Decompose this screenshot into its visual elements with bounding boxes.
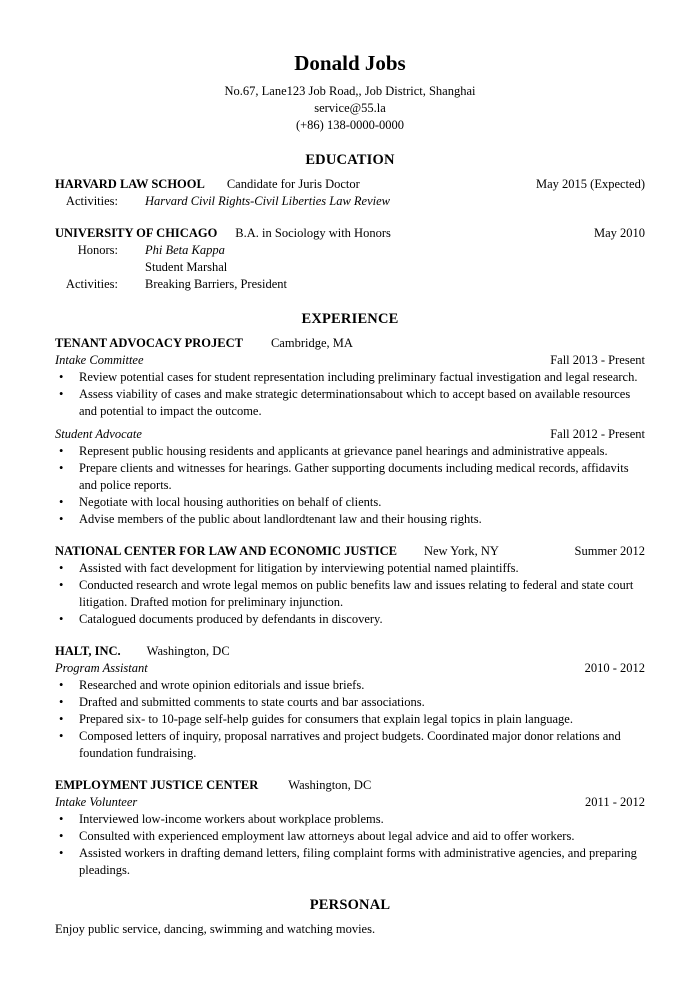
activities-value: Breaking Barriers, President [145, 277, 287, 291]
school-degree: Candidate for Juris Doctor [226, 177, 360, 191]
role-date: Fall 2013 - Present [550, 353, 645, 367]
education-heading: EDUCATION [305, 152, 395, 168]
bullet-list [55, 443, 645, 528]
job-date: 2011 - 2012 [585, 795, 645, 809]
contact-address: No.67, Lane123 Job Road,, Job District, Shanghai [224, 84, 476, 98]
role-title: Intake Volunteer [55, 795, 138, 809]
job-location: New York, NY [423, 544, 499, 558]
honors-label: Honors: [77, 243, 118, 257]
activities-label: Activities: [65, 277, 118, 291]
education-entry-chicago [55, 225, 645, 293]
job-location: Cambridge, MA [270, 336, 353, 350]
list-item: • Assisted with fact development for litigation by interviewing potential named plaintiffs. [55, 560, 645, 577]
job-entry-nclej [55, 543, 645, 628]
bullet-list [55, 560, 645, 628]
bullet-list [55, 369, 645, 420]
list-item: • Prepare clients and witnesses for hearings. Gather supporting documents including medical records, affidavits and police reports. [55, 460, 645, 494]
list-item: • Consulted with experienced employment law attorneys about legal advice and aid to offer workers. [55, 828, 645, 845]
list-item: • Drafted and submitted comments to state courts and bar associations. [55, 694, 645, 711]
job-entry-employment-justice [55, 777, 645, 879]
job-location: Washington, DC [288, 778, 372, 792]
job-org: NATIONAL CENTER FOR LAW AND ECONOMIC JUSTICE [55, 544, 397, 558]
school-name: HARVARD LAW SCHOOL [55, 177, 205, 191]
school-name: UNIVERSITY OF CHICAGO [55, 226, 218, 240]
bullet-list [55, 811, 645, 879]
job-date: Summer 2012 [574, 544, 645, 558]
honors-value: Student Marshal [145, 260, 228, 274]
personal-text: Enjoy public service, dancing, swimming and watching movies. [55, 922, 376, 936]
school-degree: B.A. in Sociology with Honors [235, 226, 391, 240]
school-date: May 2015 (Expected) [536, 177, 645, 191]
job-org: HALT, INC. [55, 644, 121, 658]
contact-email: service@55.la [314, 101, 386, 115]
personal-heading: PERSONAL [309, 897, 391, 913]
school-date: May 2010 [593, 226, 645, 240]
job-entry-halt [55, 643, 645, 762]
job-org: EMPLOYMENT JUSTICE CENTER [55, 778, 259, 792]
list-item: • Assisted workers in drafting demand letters, filing complaint forms with administrative agencies, and preparing pleadings. [55, 845, 645, 879]
list-item: • Assess viability of cases and make strategic determinationsabout which to accept based on available resources and potential to impact the outcome. [55, 386, 645, 420]
contact-phone: (+86) 138-0000-0000 [295, 118, 405, 132]
role-date: Fall 2012 - Present [550, 427, 645, 441]
education-entry-harvard [55, 176, 645, 210]
role-title: Intake Committee [55, 353, 144, 367]
list-item: • Researched and wrote opinion editorials and issue briefs. [55, 677, 645, 694]
honors-value: Phi Beta Kappa [145, 243, 225, 257]
resume-name: Donald Jobs [294, 51, 406, 75]
list-item: • Conducted research and wrote legal memos on public benefits law and issues relating to federal and state court litigation. Drafted motion for preliminary injunction. [55, 577, 645, 611]
list-item: • Interviewed low-income workers about workplace problems. [55, 811, 645, 828]
list-item: • Review potential cases for student representation including preliminary factual investigation and legal research. [55, 369, 645, 386]
job-location: Washington, DC [146, 644, 230, 658]
experience-heading: EXPERIENCE [301, 311, 399, 327]
job-date: 2010 - 2012 [584, 661, 645, 675]
role-title: Program Assistant [55, 661, 148, 675]
list-item: • Prepared six- to 10-page self-help guides for consumers that explain legal topics in plain language. [55, 711, 645, 728]
list-item: • Negotiate with local housing authorities on behalf of clients. [55, 494, 645, 511]
list-item: • Represent public housing residents and applicants at grievance panel hearings and administrative appeals. [55, 443, 645, 460]
job-entry-tenant-advocacy [55, 335, 645, 528]
list-item: • Advise members of the public about landlordtenant law and their housing rights. [55, 511, 645, 528]
role-title: Student Advocate [55, 427, 142, 441]
bullet-list [55, 677, 645, 762]
activities-value: Harvard Civil Rights-Civil Liberties Law Review [145, 194, 391, 208]
job-org: TENANT ADVOCACY PROJECT [55, 336, 243, 350]
list-item: • Composed letters of inquiry, proposal narratives and project budgets. Coordinated major donor relations and foundation fundraising. [55, 728, 645, 762]
list-item: • Catalogued documents produced by defendants in discovery. [55, 611, 645, 628]
activities-label: Activities: [65, 194, 118, 208]
